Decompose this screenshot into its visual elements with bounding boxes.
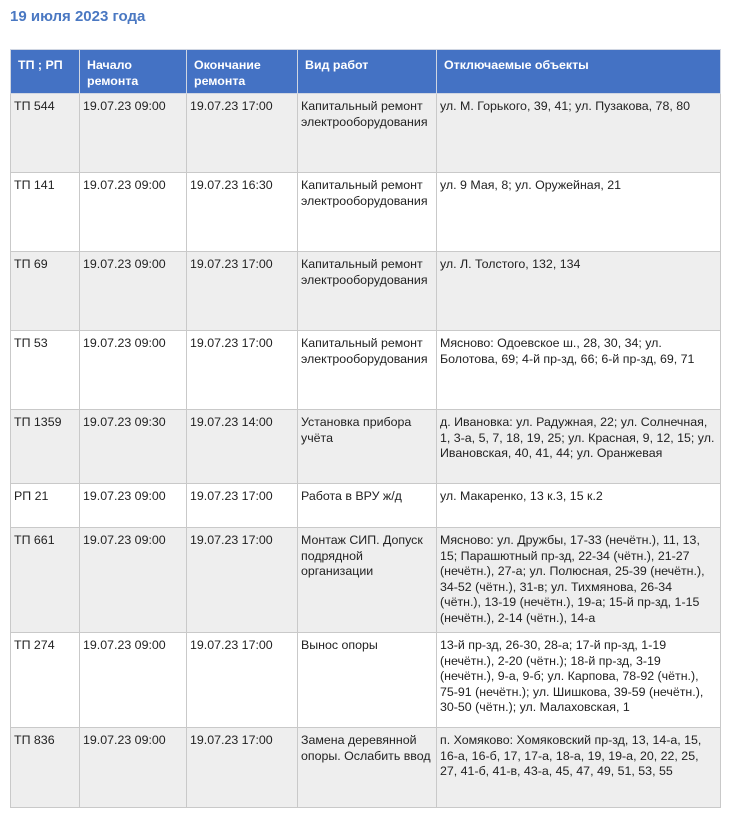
cell-work-type: Капитальный ремонт электрооборудования [298, 173, 437, 252]
cell-work-type: Капитальный ремонт электрооборудования [298, 331, 437, 410]
cell-objects: Мясново: Одоевское ш., 28, 30, 34; ул. Болотова, 69; 4-й пр-зд, 66; 6-й пр-зд, 69, 71 [437, 331, 721, 410]
cell-objects: д. Ивановка: ул. Радужная, 22; ул. Солнечная, 1, 3-а, 5, 7, 18, 19, 25; ул. Красная, 9, 12, 15; ул. Ивановская, 40, 41, 44; ул. Оранжевая [437, 410, 721, 484]
cell-tp: РП 21 [11, 484, 80, 528]
cell-start: 19.07.23 09:00 [80, 633, 187, 728]
table-header-row [11, 50, 721, 94]
table-row [11, 252, 721, 331]
header-objects: Отключаемые объекты [437, 50, 721, 94]
cell-end: 19.07.23 17:00 [187, 728, 298, 808]
cell-start: 19.07.23 09:00 [80, 173, 187, 252]
cell-tp: ТП 836 [11, 728, 80, 808]
cell-objects: ул. М. Горького, 39, 41; ул. Пузакова, 78, 80 [437, 94, 721, 173]
header-end: Окончание ремонта [187, 50, 298, 94]
table-row [11, 94, 721, 173]
outage-table [10, 49, 721, 808]
cell-tp: ТП 1359 [11, 410, 80, 484]
cell-work-type: Вынос опоры [298, 633, 437, 728]
cell-start: 19.07.23 09:00 [80, 728, 187, 808]
cell-objects: ул. 9 Мая, 8; ул. Оружейная, 21 [437, 173, 721, 252]
cell-end: 19.07.23 16:30 [187, 173, 298, 252]
cell-work-type: Работа в ВРУ ж/д [298, 484, 437, 528]
table-row [11, 528, 721, 633]
table-row [11, 173, 721, 252]
cell-end: 19.07.23 17:00 [187, 528, 298, 633]
cell-tp: ТП 141 [11, 173, 80, 252]
cell-start: 19.07.23 09:00 [80, 528, 187, 633]
table-row [11, 484, 721, 528]
cell-work-type: Монтаж СИП. Допуск подрядной организации [298, 528, 437, 633]
cell-end: 19.07.23 17:00 [187, 94, 298, 173]
cell-objects: п. Хомяково: Хомяковский пр-зд, 13, 14-а, 15, 16-а, 16-б, 17, 17-а, 18-а, 19, 19-а, 20, 22, 25, 27, 41-б, 41-в, 43-а, 45, 47, 49, 51, 53, 55 [437, 728, 721, 808]
cell-start: 19.07.23 09:00 [80, 331, 187, 410]
table-row [11, 728, 721, 808]
table-row [11, 633, 721, 728]
cell-tp: ТП 53 [11, 331, 80, 410]
cell-tp: ТП 274 [11, 633, 80, 728]
table-row [11, 331, 721, 410]
cell-work-type: Капитальный ремонт электрооборудования [298, 94, 437, 173]
cell-end: 19.07.23 14:00 [187, 410, 298, 484]
header-work-type: Вид работ [298, 50, 437, 94]
cell-start: 19.07.23 09:00 [80, 252, 187, 331]
cell-work-type: Замена деревянной опоры. Ослабить ввод [298, 728, 437, 808]
cell-objects: 13-й пр-зд, 26-30, 28-а; 17-й пр-зд, 1-19 (нечётн.), 2-20 (чётн.); 18-й пр-зд, 3-19 (нечётн.), 9-а, 9-б; ул. Карпова, 78-92 (чётн.), 75-91 (нечётн.); ул. Шишкова, 39-59 (нечётн.), 30-50 (чётн.); ул. Малаховская, 1 [437, 633, 721, 728]
cell-end: 19.07.23 17:00 [187, 484, 298, 528]
cell-work-type: Установка прибора учёта [298, 410, 437, 484]
cell-end: 19.07.23 17:00 [187, 252, 298, 331]
header-start: Начало ремонта [80, 50, 187, 94]
cell-work-type: Капитальный ремонт электрооборудования [298, 252, 437, 331]
cell-tp: ТП 69 [11, 252, 80, 331]
cell-end: 19.07.23 17:00 [187, 331, 298, 410]
cell-end: 19.07.23 17:00 [187, 633, 298, 728]
cell-start: 19.07.23 09:00 [80, 94, 187, 173]
cell-tp: ТП 661 [11, 528, 80, 633]
cell-objects: Мясново: ул. Дружбы, 17-33 (нечётн.), 11, 13, 15; Парашютный пр-зд, 22-34 (чётн.), 21-27 (нечётн.), 27-а; ул. Полюсная, 25-39 (нечётн.), 34-52 (чётн.), 31-в; ул. Тихмянова, 26-34 (чётн.), 13-19 (нечётн.), 19-а; 15-й пр-зд, 1-15 (нечётн.), 2-14 (чётн.), 14-а [437, 528, 721, 633]
cell-start: 19.07.23 09:30 [80, 410, 187, 484]
table-row [11, 410, 721, 484]
cell-start: 19.07.23 09:00 [80, 484, 187, 528]
cell-objects: ул. Макаренко, 13 к.3, 15 к.2 [437, 484, 721, 528]
cell-tp: ТП 544 [11, 94, 80, 173]
cell-objects: ул. Л. Толстого, 132, 134 [437, 252, 721, 331]
header-tp: ТП ; РП [11, 50, 80, 94]
page-title: 19 июля 2023 года [10, 8, 146, 25]
